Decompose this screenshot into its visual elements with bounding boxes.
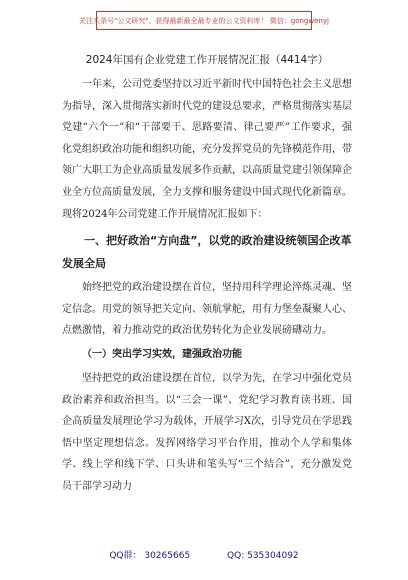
promo-banner: 关注头条号"公文研究"，获得最新最全最专业的公文资料库！ 微信：gongwenyj	[96, 11, 312, 30]
document-page	[62, 52, 352, 498]
contact-footer	[0, 548, 408, 561]
qq-group-number: QQ群： 30265665	[109, 551, 191, 561]
subsection-1-heading: （一）突出学习实效，建强政治功能	[82, 348, 242, 360]
document-title: 2024年国有企业党建工作开展情况汇报（4414字）	[85, 54, 329, 66]
section-1-paragraph: 始终把党的政治建设摆在首位，坚持用科学理论淬炼灵魂、坚定信念。用党的领导把关定向、领航掌舵，用有力堡垒凝聚人心、点燃激情，着力推动党的政治优势转化为企业发展磅礴动力。	[62, 282, 352, 337]
intro-paragraph: 一年来，公司党委坚持以习近平新时代中国特色社会主义思想为指导，深入贯彻落实新时代党的建设总要求，严格贯彻落实基层党建“六个一”和“干部要干、思路要清、律己要严”工作要求，强化党组织政治功能和组织功能，充分发挥党员的先锋模范作用，带领广大职工为企业高质量发展多作贡献，以高质量党建引领保障企业全方位高质量发展，全力支撑和服务建设中国式现代化新篇章。现将2024年公司党建工作开展情况汇报如下：	[62, 79, 352, 220]
subsection-1-paragraph: 坚持把党的政治建设摆在首位，以学为先，在学习中强化党员政治素养和政治担当。以“三会一课”、党纪学习教育读书班、国企高质量发展理论学习为载体，开展学习X次，引导党员在学思践悟中坚定理想信念。发挥网络学习平台作用，推动个人学和集体学、线上学和线下学、口头讲和笔头写“三个结合”，充分激发党员干部学习动力	[62, 372, 352, 492]
qq-number: QQ: 535304092	[227, 551, 299, 561]
section-1-heading: 一、把好政治“方向盘”，以党的政治建设统领国企改革发展全局	[62, 234, 352, 271]
